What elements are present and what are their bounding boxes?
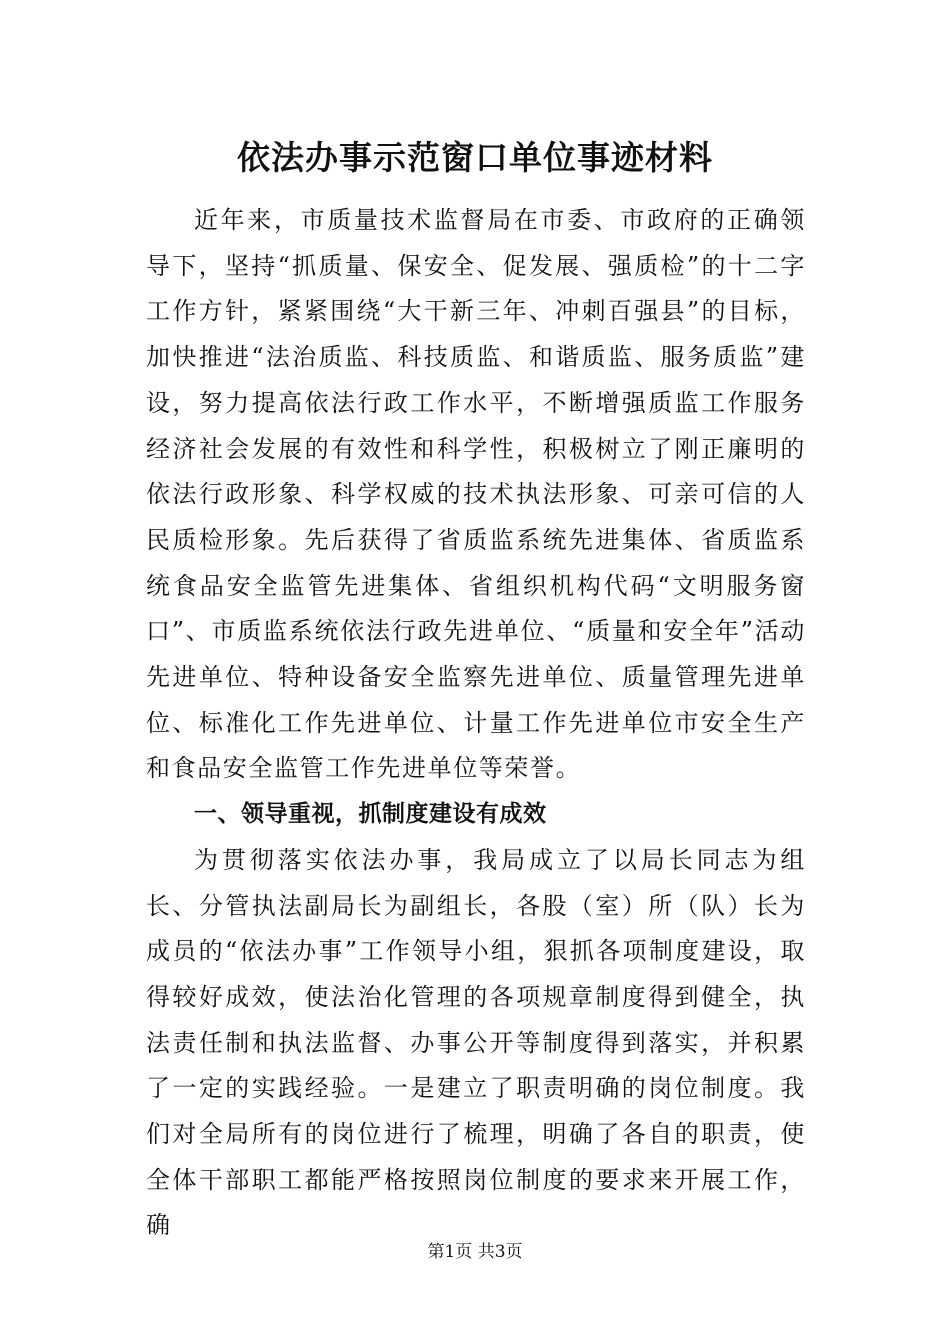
section-heading: 一、领导重视，抓制度建设有成效 [194,801,547,828]
document-title: 依法办事示范窗口单位事迹材料 [237,138,713,177]
intro-paragraph: 近年来，市质量技术监督局在市委、市政府的正确领导下，坚持“抓质量、保安全、促发展、强质检”的十二字工作方针，紧紧围绕“大干新三年、冲刺百强县”的目标，加快推进“法治质监、科技质监、和谐质监、服务质监”建设，努力提高依法行政工作水平，不断增强质监工作服务经济社会发展的有效性和科学性，积极树立了刚正廉明的依法行政形象、科学权威的技术执法形象、可亲可信的人民质检形象。先后获得了省质监系统先进集体、省质监系统食品安全监管先进集体、省组织机构代码“文明服务窗口”、市质监系统依法行政先进单位、“质量和安全年”活动先进单位、特种设备安全监察先进单位、质量管理先进单位、标准化工作先进单位、计量工作先进单位市安全生产和食品安全监管工作先进单位等荣誉。 [146,206,806,783]
page-number: 第1页 共3页 [427,1242,523,1262]
document-body [146,198,806,1249]
section-paragraph: 为贯彻落实依法办事，我局成立了以局长同志为组长、分管执法副局长为副组长，各股（室）所（队）长为成员的“依法办事”工作领导小组，狠抓各项制度建设，取得较好成效，使法治化管理的各项规章制度得到健全，执法责任制和执法监督、办事公开等制度得到落实，并积累了一定的实践经验。一是建立了职责明确的岗位制度。我们对全局所有的岗位进行了梳理，明确了各自的职责，使全体干部职工都能严格按照岗位制度的要求来开展工作，确 [146,845,806,1240]
